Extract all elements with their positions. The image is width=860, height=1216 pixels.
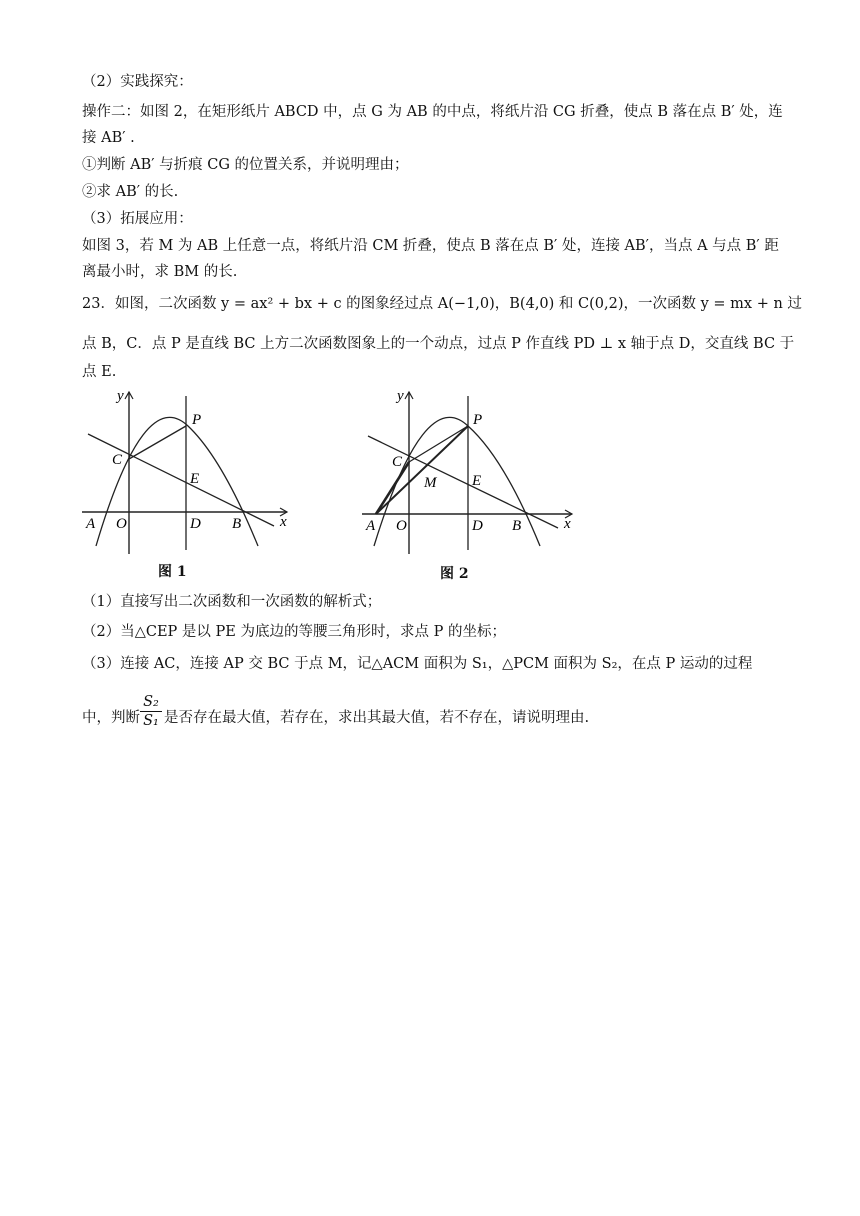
- text-line-4: ①判断 AB′ 与折痕 CG 的位置关系，并说明理由；: [82, 157, 409, 173]
- question-1: （1）直接写出二次函数和一次函数的解析式；: [82, 594, 382, 610]
- question-3-cont-end: 是否存在最大值，若存在，求出其最大值，若不存在，请说明理由.: [164, 710, 590, 726]
- fig1-label-o: O: [116, 516, 127, 532]
- fig1-label-x: x: [280, 514, 287, 530]
- fraction-denominator: S₁: [143, 713, 159, 729]
- fig2-label-b: B: [512, 518, 522, 534]
- problem-23-line-2: 点 B，C．点 P 是直线 BC 上方二次函数图象上的一个动点，过点 P 作直线 PD ⊥ x 轴于点 D，交直线 BC 于: [82, 336, 795, 352]
- fig2-label-o: O: [396, 518, 407, 534]
- text-line-2: 操作二：如图 2，在矩形纸片 ABCD 中，点 G 为 AB 的中点，将纸片沿 CG 折叠，使点 B 落在点 B′ 处，连: [82, 104, 783, 120]
- fig1-label-d: D: [190, 516, 201, 532]
- problem-23-line-1: 23．如图，二次函数 y = ax² + bx + c 的图象经过点 A(−1,0)，B(4,0) 和 C(0,2)，一次函数 y = mx + n 过: [82, 296, 802, 312]
- fig2-label-c: C: [392, 454, 403, 470]
- question-3-cont-start: 中，判断: [82, 710, 140, 726]
- fraction-numerator: S₂: [143, 694, 159, 710]
- fraction-s2-over-s1: [140, 694, 162, 729]
- text-line-5: ②求 AB′ 的长.: [82, 184, 179, 200]
- text-line-8: 离最小时，求 BM 的长.: [82, 264, 238, 280]
- text-line-1: （2）实践探究：: [82, 74, 193, 90]
- fig2-label-y: y: [397, 388, 404, 404]
- fig1-label-b: B: [232, 516, 242, 532]
- question-2: （2）当△CEP 是以 PE 为底边的等腰三角形时，求点 P 的坐标；: [82, 624, 506, 640]
- figure-1: [82, 386, 292, 558]
- figure-2-caption: 图 2: [440, 566, 469, 582]
- fig2-label-a: A: [366, 518, 376, 534]
- text-line-3: 接 AB′ .: [82, 130, 135, 146]
- fig2-label-d: D: [472, 518, 483, 534]
- fig2-label-p: P: [473, 412, 483, 428]
- text-line-6: （3）拓展应用：: [82, 211, 193, 227]
- problem-23-line-3: 点 E.: [82, 364, 117, 380]
- figure-2: [362, 386, 577, 558]
- fig1-label-a: A: [86, 516, 96, 532]
- fig1-label-y: y: [117, 388, 124, 404]
- question-3: （3）连接 AC，连接 AP 交 BC 于点 M，记△ACM 面积为 S₁，△PCM 面积为 S₂，在点 P 运动的过程: [82, 656, 753, 672]
- text-line-7: 如图 3，若 M 为 AB 上任意一点，将纸片沿 CM 折叠，使点 B 落在点 B′ 处，连接 AB′，当点 A 与点 B′ 距: [82, 238, 779, 254]
- fig1-label-e: E: [190, 471, 200, 487]
- fig2-label-e: E: [472, 473, 482, 489]
- fig1-label-c: C: [112, 452, 123, 468]
- fig1-label-p: P: [192, 412, 202, 428]
- fig2-label-m: M: [424, 475, 437, 491]
- fig2-label-x: x: [564, 516, 571, 532]
- figure-1-caption: 图 1: [158, 564, 187, 580]
- fraction-bar: [140, 711, 162, 712]
